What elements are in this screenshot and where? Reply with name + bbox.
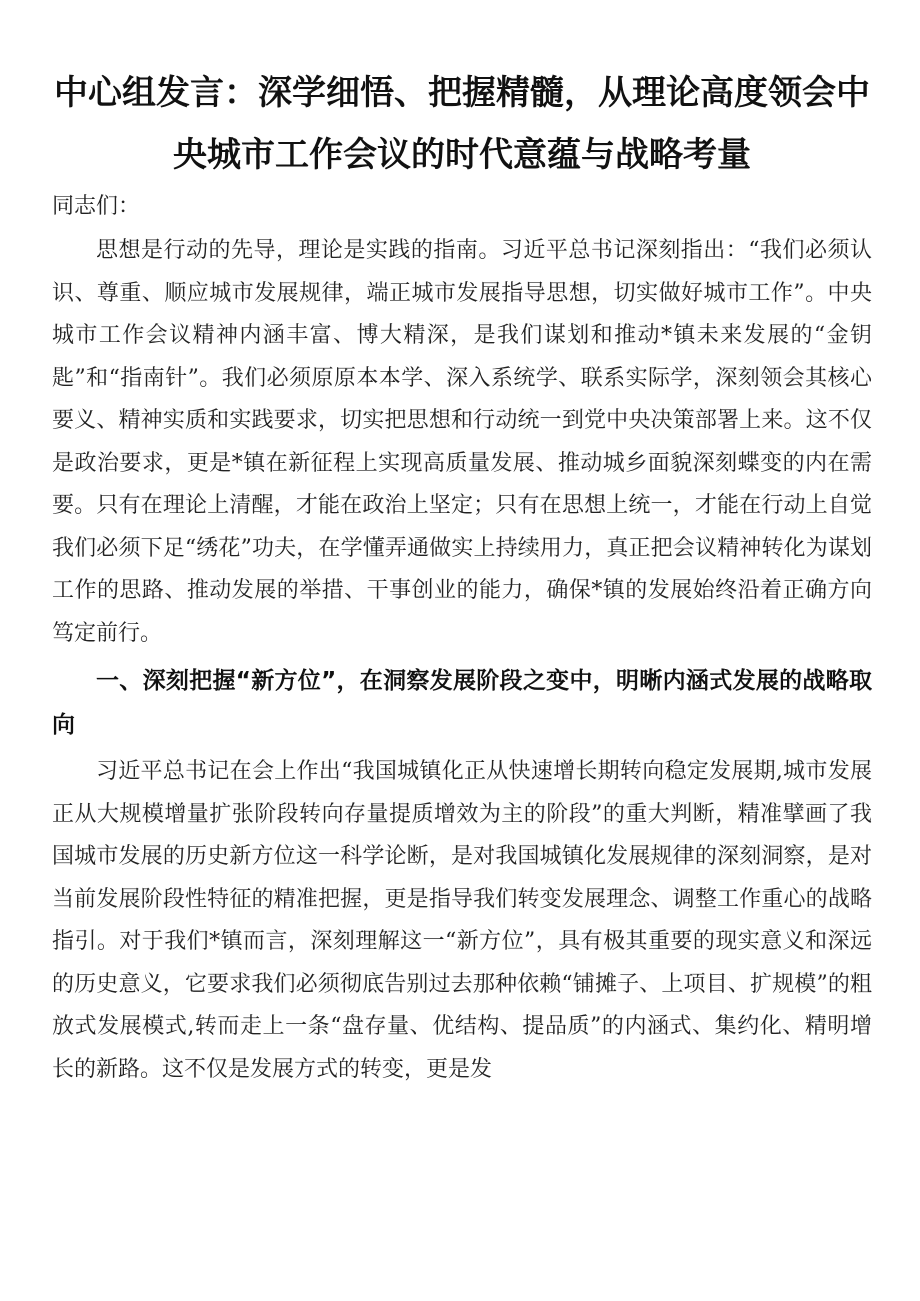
intro-paragraph: 思想是行动的先导，理论是实践的指南。习近平总书记深刻指出：“我们必须认识、尊重、顺应城市发展规律，端正城市发展指导思想，切实做好城市工作”。中央城市工作会议精神内涵丰富、博大精深，是我们谋划和推动*镇未来发展的“金钥匙”和“指南针”。我们必须原原本本学、深入系统学、联系实际学，深刻领会其核心要义、精神实质和实践要求，切实把思想和行动统一到党中央决策部署上来。这不仅是政治要求，更是*镇在新征程上实现高质量发展、推动城乡面貌深刻蝶变的内在需要。只有在理论上清醒，才能在政治上坚定；只有在思想上统一，才能在行动上自觉我们必须下足“绣花”功夫，在学懂弄通做实上持续用力，真正把会议精神转化为谋划工作的思路、推动发展的举措、干事创业的能力，确保*镇的发展始终沿着正确方向笃定前行。	[52, 238, 872, 646]
document-page	[52, 62, 872, 1091]
section-paragraph: 习近平总书记在会上作出“我国城镇化正从快速增长期转向稳定发展期,城市发展正从大规模增量扩张阶段转向存量提质增效为主的阶段”的重大判断，精准擘画了我国城市发展的历史新方位这一科学论断，是对我国城镇化发展规律的深刻洞察，是对当前发展阶段性特征的精准把握，更是指导我们转变发展理念、调整工作重心的战略指引。对于我们*镇而言，深刻理解这一“新方位”，具有极其重要的现实意义和深远的历史意义，它要求我们必须彻底告别过去那种依赖“铺摊子、上项目、扩规模”的粗放式发展模式,转而走上一条“盘存量、优结构、提品质”的内涵式、集约化、精明增长的新路。这不仅是发展方式的转变，更是发	[52, 759, 872, 1082]
section-heading: 一、深刻把握“新方位”，在洞察发展阶段之变中，明晰内涵式发展的战略取向	[52, 668, 872, 738]
salutation: 同志们：	[52, 194, 141, 219]
document-title: 中心组发言：深学细悟、把握精髓，从理论高度领会中央城市工作会议的时代意蕴与战略考量	[54, 73, 870, 175]
